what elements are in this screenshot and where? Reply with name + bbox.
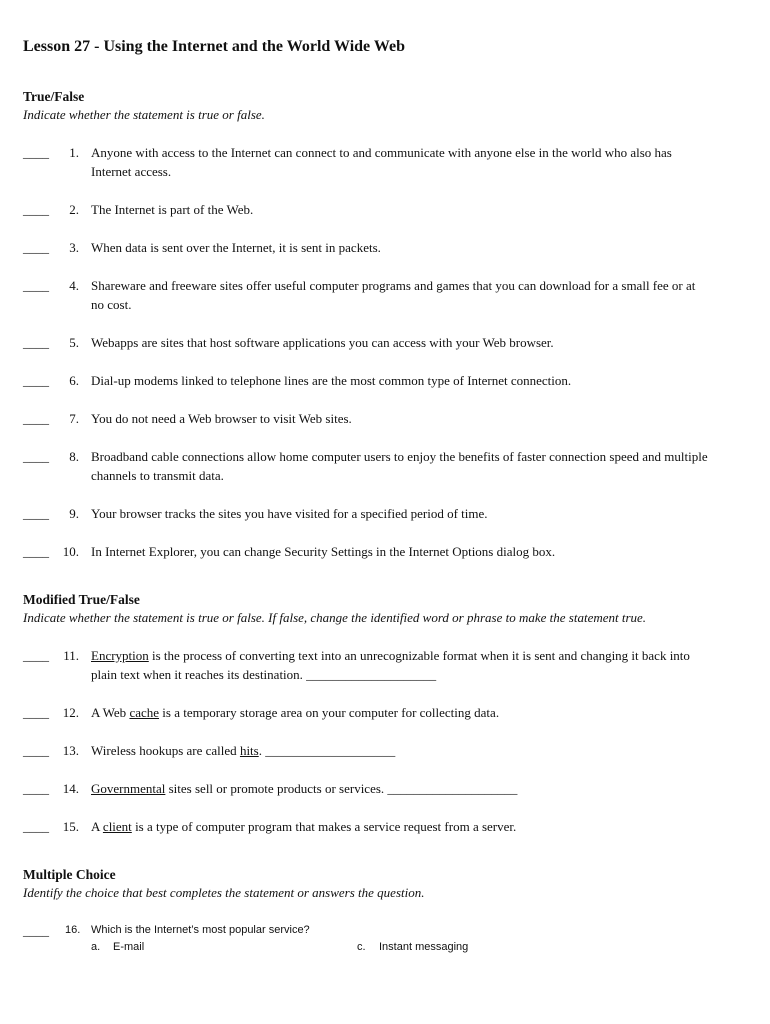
question-number: 14. [62, 781, 79, 796]
document-page [23, 36, 723, 957]
answer-blank[interactable]: ____ [23, 335, 49, 350]
question-8 [23, 447, 723, 485]
question-4 [23, 276, 723, 314]
question-text: Dial-up modems linked to telephone lines are the most common type of Internet connection. [91, 373, 572, 388]
question-16 [23, 922, 723, 957]
question-text [91, 817, 711, 836]
question-number: 4. [69, 278, 79, 293]
choice-letter: c. [357, 941, 366, 953]
question-number: 8. [69, 449, 79, 464]
question-15 [23, 817, 723, 836]
text-after: sites sell or promote products or services. ____________________ [165, 781, 518, 796]
question-text: Shareware and freeware sites offer useful computer programs and games that you can download for a small fee or at no cost. [91, 278, 696, 312]
question-text [91, 646, 711, 684]
answer-blank[interactable]: ____ [23, 278, 49, 293]
answer-blank[interactable]: ____ [23, 743, 49, 758]
question-text: In Internet Explorer, you can change Security Settings in the Internet Options dialog box. [91, 544, 556, 559]
question-number: 10. [62, 544, 79, 559]
question-number: 5. [69, 335, 79, 350]
question-14 [23, 779, 723, 798]
question-number: 12. [62, 705, 79, 720]
question-9 [23, 504, 723, 523]
question-13 [23, 741, 723, 760]
section-instructions: Indicate whether the statement is true or false. If false, change the identified word or phrase to make the statement true. [23, 610, 647, 625]
answer-blank[interactable]: ____ [23, 411, 49, 426]
answer-blank[interactable]: ____ [23, 544, 49, 559]
choice-text: E-mail [113, 941, 145, 953]
question-2 [23, 200, 723, 219]
section-instructions: Indicate whether the statement is true or false. [23, 107, 265, 122]
choice-a[interactable] [91, 939, 144, 956]
text-after: is a temporary storage area on your computer for collecting data. [159, 705, 500, 720]
answer-blank[interactable]: ____ [23, 449, 49, 464]
answer-blank[interactable]: ____ [23, 373, 49, 388]
section-heading: True/False [23, 89, 85, 104]
text-after: . ____________________ [258, 743, 396, 758]
choice-letter: a. [91, 941, 101, 953]
question-text [91, 703, 711, 722]
identified-word: client [102, 819, 132, 834]
text-before: A Web [91, 705, 130, 720]
question-7 [23, 409, 723, 428]
question-number: 2. [69, 202, 79, 217]
page-title: Lesson 27 - Using the Internet and the World Wide Web [23, 38, 405, 55]
question-5 [23, 333, 723, 352]
identified-word: Encryption [91, 648, 149, 663]
question-text: Anyone with access to the Internet can connect to and communicate with anyone else in the world who also has Internet access. [91, 145, 672, 179]
section-heading: Multiple Choice [23, 867, 116, 882]
answer-blank[interactable]: ____ [23, 202, 49, 217]
choice-text: Instant messaging [379, 941, 469, 953]
answer-blank[interactable]: ____ [23, 240, 49, 255]
identified-word: cache [129, 705, 160, 720]
question-text: Webapps are sites that host software applications you can access with your Web browser. [91, 335, 554, 350]
question-12 [23, 703, 723, 722]
section-modified-true-false [23, 591, 723, 836]
answer-blank[interactable]: ____ [23, 705, 49, 720]
answer-blank[interactable]: ____ [23, 923, 49, 938]
text-before: Wireless hookups are called [91, 743, 240, 758]
answer-blank[interactable]: ____ [23, 819, 49, 834]
question-text [91, 741, 711, 760]
question-number: 1. [69, 145, 79, 160]
answer-choices [23, 939, 723, 957]
text-after: is the process of converting text into an unrecognizable format when it is sent and changing it back into plain text when it reaches its destination. ____________________ [91, 648, 690, 682]
question-text: You do not need a Web browser to visit Web sites. [91, 411, 352, 426]
question-text: When data is sent over the Internet, it is sent in packets. [91, 240, 381, 255]
question-1 [23, 143, 723, 181]
question-number: 16. [65, 924, 81, 936]
answer-blank[interactable]: ____ [23, 781, 49, 796]
text-after: is a type of computer program that makes a service request from a server. [131, 819, 517, 834]
answer-blank[interactable]: ____ [23, 506, 49, 521]
question-text: The Internet is part of the Web. [91, 202, 254, 217]
question-number: 15. [62, 819, 79, 834]
text-before: A [91, 819, 103, 834]
question-text: Your browser tracks the sites you have visited for a specified period of time. [91, 506, 488, 521]
question-number: 11. [63, 648, 79, 663]
question-number: 3. [69, 240, 79, 255]
identified-word: hits [239, 743, 259, 758]
question-number: 6. [69, 373, 79, 388]
question-number: 7. [69, 411, 79, 426]
section-true-false [23, 88, 723, 561]
answer-blank[interactable]: ____ [23, 145, 49, 160]
question-6 [23, 371, 723, 390]
question-10 [23, 542, 723, 561]
question-11 [23, 646, 723, 684]
question-text [91, 779, 711, 798]
identified-word: Governmental [91, 781, 166, 796]
answer-blank[interactable]: ____ [23, 648, 49, 663]
question-number: 13. [62, 743, 79, 758]
section-heading: Modified True/False [23, 592, 140, 607]
section-multiple-choice [23, 866, 723, 957]
question-text: Broadband cable connections allow home computer users to enjoy the benefits of faster connection speed and multiple channels to transmit data. [91, 449, 708, 483]
question-text: Which is the Internet’s most popular service? [91, 924, 310, 936]
choice-c[interactable] [357, 939, 468, 956]
question-3 [23, 238, 723, 257]
section-instructions: Identify the choice that best completes the statement or answers the question. [23, 885, 425, 900]
question-number: 9. [69, 506, 79, 521]
